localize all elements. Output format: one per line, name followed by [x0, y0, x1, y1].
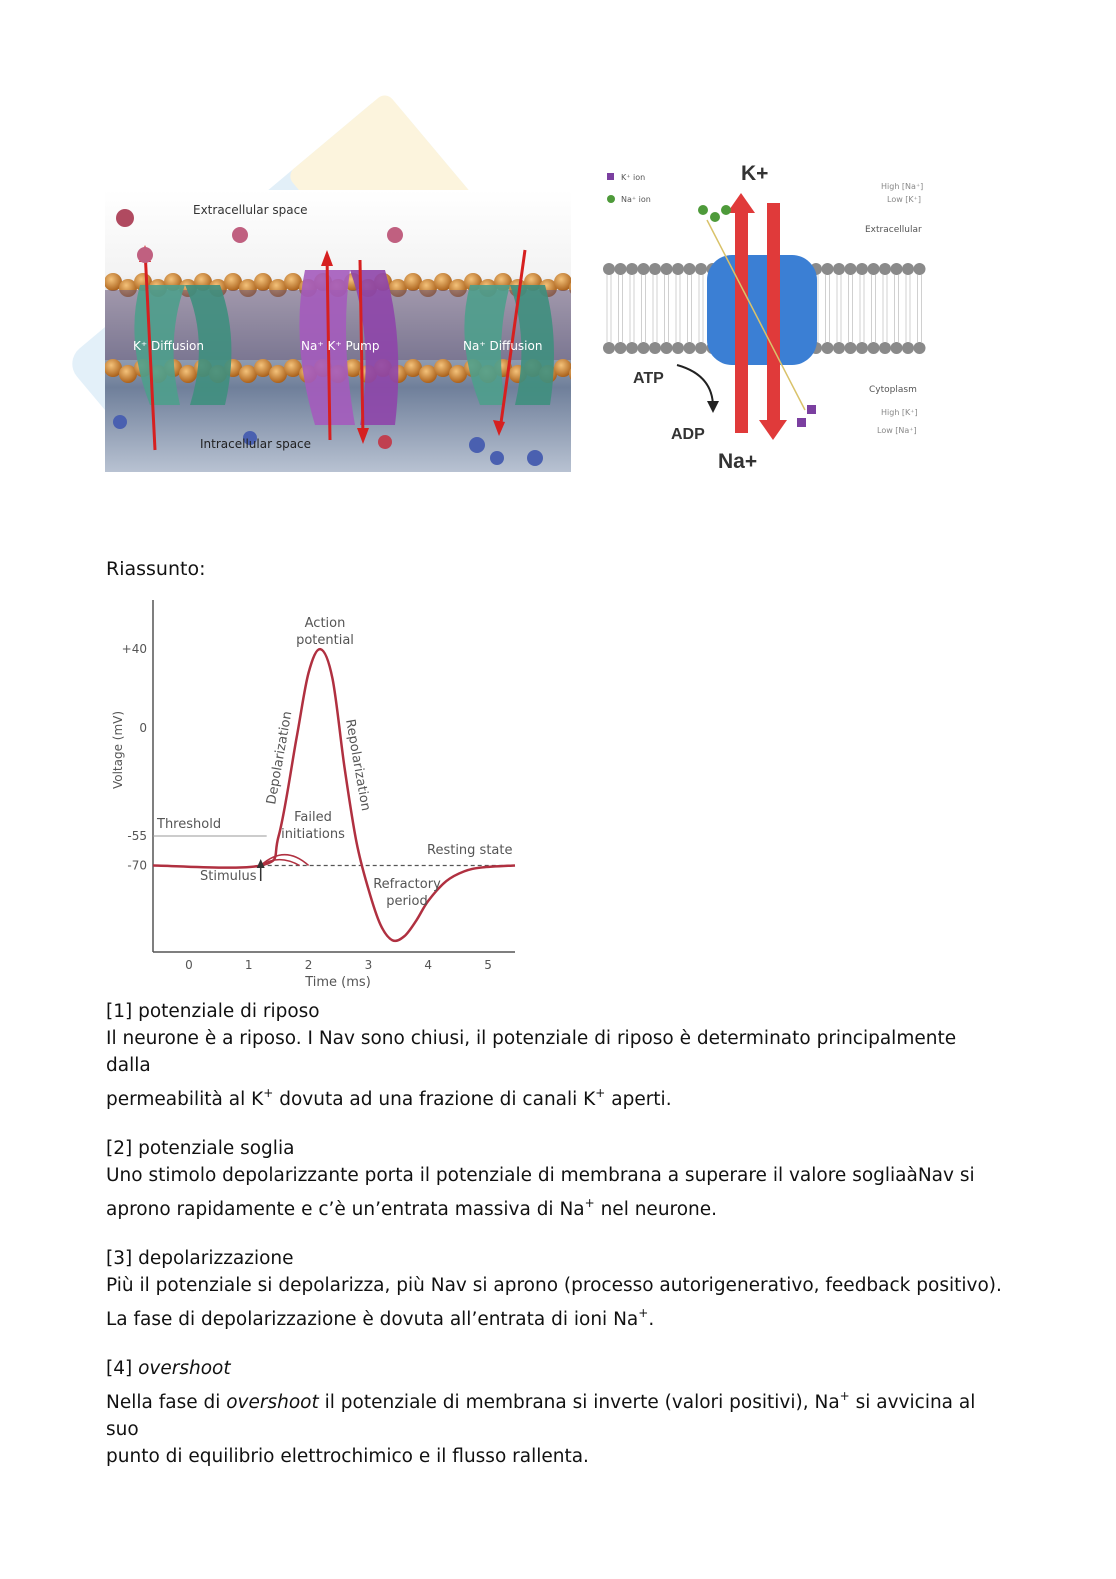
label-extracellular-space: Extracellular space [193, 203, 308, 217]
section-text-line: Il neurone è a riposo. I Nav sono chiusi, il potenziale di riposo è determinato principalmente dalla [106, 1028, 957, 1076]
lipid-head [833, 342, 845, 354]
y-tick-label: +40 [121, 642, 147, 657]
x-tick-label: 3 [364, 958, 373, 972]
label-na-plus: Na+ [718, 450, 758, 473]
lipid-head [615, 342, 627, 354]
section-overshoot [106, 1355, 1006, 1470]
x-tick-label: 4 [424, 958, 433, 972]
section-title: [3] depolarizzazione [106, 1248, 294, 1269]
section-title: [2] potenziale soglia [106, 1138, 295, 1159]
section-text-line: Più il potenziale si depolarizza, più Nav si aprono (processo autorigenerativo, feedback positivo). [106, 1275, 1002, 1296]
lipid-head [868, 263, 880, 275]
section-text-line: permeabilità al K+ dovuta ad una frazione di canali K+ aperti. [106, 1085, 672, 1110]
lipid-head [626, 342, 638, 354]
lipid-head [695, 263, 707, 275]
label-pump: Na⁺ K⁺ Pump [301, 339, 380, 353]
lipid-head [902, 263, 914, 275]
legend-na-ion: Na⁺ ion [621, 195, 651, 204]
action-potential-label-2: potential [296, 633, 354, 648]
lipid-head [856, 263, 868, 275]
stimulus-label: Stimulus [200, 869, 257, 884]
action-potential-chart [105, 595, 525, 995]
refractory-label-2: period [386, 894, 428, 909]
bottom-conc-2: Low [Na⁺] [877, 426, 917, 435]
lipid-head [914, 342, 926, 354]
label-k-diffusion: K⁺ Diffusion [133, 339, 204, 353]
lipid-head [856, 342, 868, 354]
lipid-head [891, 342, 903, 354]
lipid-head [603, 342, 615, 354]
x-axis-label: Time (ms) [305, 975, 371, 990]
x-tick-label: 0 [185, 958, 193, 972]
x-tick-label: 5 [484, 958, 492, 972]
section-text-line: Nella fase di overshoot il potenziale di membrana si inverte (valori positivi), Na+ si avvicina al suo [106, 1388, 976, 1440]
label-extracellular: Extracellular [865, 225, 922, 235]
section-resting-potential [106, 998, 1006, 1113]
label-atp: ATP [633, 370, 664, 387]
resting-state-label: Resting state [427, 843, 513, 858]
lipid-head [879, 342, 891, 354]
section-text-line: punto di equilibrio elettrochimico e il flusso rallenta. [106, 1446, 589, 1467]
lipid-head [672, 263, 684, 275]
legend-k-ion: K⁺ ion [621, 173, 646, 182]
lipid-head [902, 342, 914, 354]
action-potential-label-1: Action [304, 616, 346, 631]
label-na-diffusion: Na⁺ Diffusion [463, 339, 543, 353]
lipid-head [603, 263, 615, 275]
label-adp: ADP [671, 426, 705, 443]
section-text-line: La fase di depolarizzazione è dovuta all’entrata di ioni Na+. [106, 1305, 655, 1330]
lipid-head [661, 263, 673, 275]
lipid-head [822, 342, 834, 354]
lipid-head [638, 263, 650, 275]
y-tick-label: -55 [127, 828, 147, 843]
label-k-plus: K+ [741, 162, 769, 185]
sodium-potassium-pump-diagram [595, 155, 940, 475]
bottom-conc-1: High [K⁺] [881, 408, 918, 417]
section-text-line: aprono rapidamente e c’è un’entrata massiva di Na+ nel neurone. [106, 1195, 718, 1220]
top-conc-2: Low [K⁺] [887, 195, 922, 204]
section-threshold-potential [106, 1135, 1006, 1223]
lipid-head [684, 263, 696, 275]
section-depolarization [106, 1245, 1006, 1333]
lipid-head [845, 342, 857, 354]
lipid-head [638, 342, 650, 354]
refractory-label-1: Refractory [373, 877, 441, 892]
lipid-head [649, 342, 661, 354]
lipid-head [914, 263, 926, 275]
x-tick-label: 1 [244, 958, 253, 972]
summary-heading: Riassunto: [106, 558, 206, 580]
lipid-head [695, 342, 707, 354]
failed-initiations-label-1: Failed [294, 810, 332, 825]
y-tick-label: 0 [139, 720, 147, 735]
lipid-head [684, 342, 696, 354]
repolarization-label: Repolarization [342, 718, 373, 813]
lipid-head [868, 342, 880, 354]
label-intracellular-space: Intracellular space [200, 437, 312, 451]
y-axis-label: Voltage (mV) [111, 710, 125, 790]
lipid-head [672, 342, 684, 354]
membrane-transport-image [105, 190, 571, 472]
lipid-head [879, 263, 891, 275]
depolarization-label: Depolarization [264, 710, 296, 806]
section-text-line: Uno stimolo depolarizzante porta il potenziale di membrana a superare il valore sogliaàNav si [106, 1165, 975, 1186]
summary-sections [106, 998, 1006, 1492]
threshold-label: Threshold [157, 817, 222, 832]
label-cytoplasm: Cytoplasm [869, 385, 917, 395]
y-tick-label: -70 [127, 858, 147, 873]
lipid-head [615, 263, 627, 275]
section-title: [4] overshoot [106, 1358, 231, 1379]
top-conc-1: High [Na⁺] [881, 182, 924, 191]
section-title: [1] potenziale di riposo [106, 1001, 320, 1022]
lipid-head [891, 263, 903, 275]
lipid-head [649, 263, 661, 275]
lipid-head [661, 342, 673, 354]
lipid-head [822, 263, 834, 275]
x-tick-label: 2 [304, 958, 313, 972]
lipid-head [833, 263, 845, 275]
lipid-head [845, 263, 857, 275]
lipid-head [626, 263, 638, 275]
failed-initiations-label-2: initiations [281, 827, 345, 842]
action-potential-curve [153, 649, 515, 941]
